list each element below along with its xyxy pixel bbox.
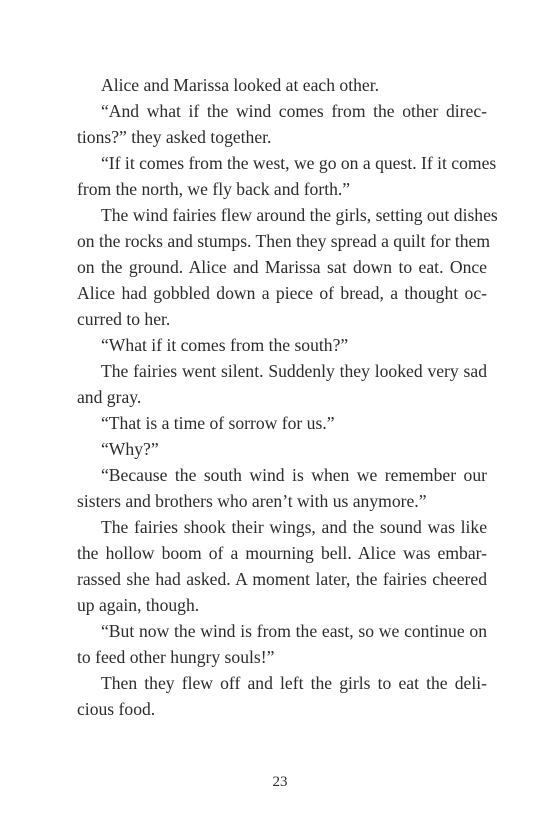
text-line: curred to her.	[77, 309, 171, 329]
paragraph	[77, 462, 487, 514]
text-line: “Because the south wind is when we remember our	[101, 465, 487, 485]
text-line: tions?” they asked together.	[77, 127, 272, 147]
text-line: The wind fairies flew around the girls, setting out dishes	[101, 205, 498, 225]
text-line: “And what if the wind comes from the other direc-	[101, 101, 487, 121]
paragraph	[77, 98, 487, 150]
page-body	[77, 72, 498, 722]
text-line: and gray.	[77, 387, 142, 407]
text-line: The fairies went silent. Suddenly they looked very sad	[101, 361, 487, 381]
paragraph	[77, 618, 487, 670]
text-line: Alice had gobbled down a piece of bread, a thought oc-	[77, 283, 487, 303]
text-line: Then they flew off and left the girls to eat the deli-	[101, 673, 487, 693]
text-line: Alice and Marissa looked at each other.	[101, 75, 379, 95]
paragraph	[77, 514, 487, 618]
text-line: “What if it comes from the south?”	[101, 335, 349, 355]
paragraph	[77, 72, 487, 98]
text-line: “Why?”	[101, 439, 159, 459]
text-line: cious food.	[77, 699, 156, 719]
paragraph	[77, 410, 487, 436]
paragraph	[77, 670, 487, 722]
text-line: “That is a time of sorrow for us.”	[101, 413, 335, 433]
text-line: “If it comes from the west, we go on a quest. If it comes	[101, 153, 497, 173]
text-line: from the north, we fly back and forth.”	[77, 179, 351, 199]
text-line: the hollow boom of a mourning bell. Alice was embar-	[77, 543, 487, 563]
paragraph	[77, 358, 487, 410]
text-line: rassed she had asked. A moment later, the fairies cheered	[77, 569, 487, 589]
text-line: sisters and brothers who aren’t with us anymore.”	[77, 491, 427, 511]
text-line: up again, though.	[77, 595, 200, 615]
text-line: on the ground. Alice and Marissa sat down to eat. Once	[77, 257, 487, 277]
text-line: to feed other hungry souls!”	[77, 647, 275, 667]
paragraph	[77, 436, 487, 462]
text-line: on the rocks and stumps. Then they spread a quilt for them	[77, 231, 491, 251]
text-line: The fairies shook their wings, and the sound was like	[101, 517, 487, 537]
paragraph	[77, 332, 487, 358]
paragraph	[77, 202, 498, 332]
page-number: 23	[272, 774, 288, 790]
paragraph	[77, 150, 497, 202]
text-line: “But now the wind is from the east, so we continue on	[101, 621, 487, 641]
